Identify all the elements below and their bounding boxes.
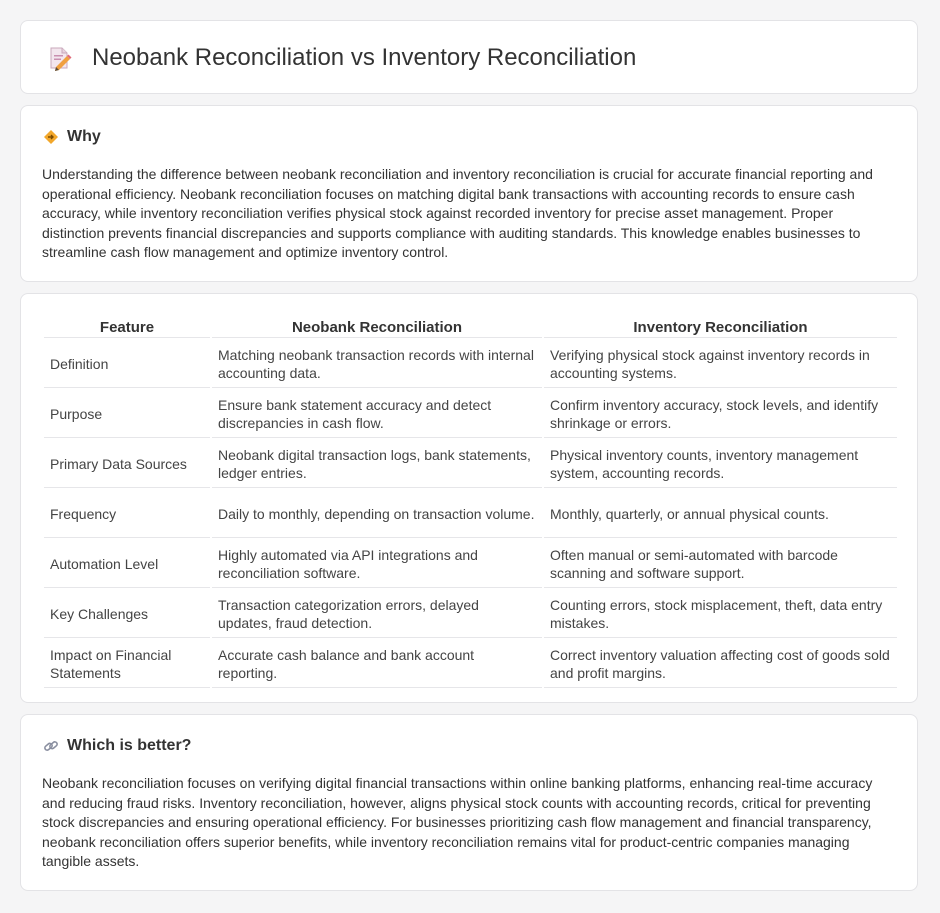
feature-cell: Primary Data Sources [44,440,210,488]
inventory-cell: Physical inventory counts, inventory management system, accounting records. [544,440,897,488]
which-better-section [20,714,918,891]
neobank-cell: Accurate cash balance and bank account reporting. [212,640,542,688]
better-text: Neobank reconciliation focuses on verifying digital financial transactions within online banking platforms, enhancing real-time accuracy and reducing fraud risks. Inventory reconciliation, however, aligns physical stock counts with accounting records, critical for preventing stock discrepancies and ensuring operational efficiency. For businesses prioritizing cash flow management and financial transparency, neobank reconciliation offers superior benefits, while inventory reconciliation remains vital for product-centric companies managing tangible assets. [42,775,873,869]
column-header: Neobank Reconciliation [212,317,542,338]
table-row [44,640,897,688]
inventory-cell: Often manual or semi-automated with barcode scanning and software support. [544,540,897,588]
neobank-cell: Daily to monthly, depending on transaction volume. [212,490,542,538]
feature-cell: Key Challenges [44,590,210,638]
table-row [44,590,897,638]
neobank-cell: Transaction categorization errors, delayed updates, fraud detection. [212,590,542,638]
feature-cell: Impact on Financial Statements [44,640,210,688]
table-row [44,440,897,488]
comparison-card [20,293,918,703]
document-pencil-icon [46,45,72,71]
why-heading-text: Why [67,128,101,145]
table-row [44,340,897,388]
feature-cell: Automation Level [44,540,210,588]
neobank-cell: Matching neobank transaction records with internal accounting data. [212,340,542,388]
inventory-cell: Counting errors, stock misplacement, theft, data entry mistakes. [544,590,897,638]
table-row [44,390,897,438]
neobank-cell: Highly automated via API integrations and reconciliation software. [212,540,542,588]
neobank-cell: Ensure bank statement accuracy and detect discrepancies in cash flow. [212,390,542,438]
neobank-cell: Neobank digital transaction logs, bank statements, ledger entries. [212,440,542,488]
header-card [20,20,918,94]
better-heading-text: Which is better? [67,737,192,754]
why-section [20,105,918,282]
table-header-row [44,317,897,338]
feature-cell: Purpose [44,390,210,438]
column-header: Feature [44,317,210,338]
inventory-cell: Verifying physical stock against inventory records in accounting systems. [544,340,897,388]
table-row [44,540,897,588]
feature-cell: Definition [44,340,210,388]
table-row [44,490,897,538]
feature-cell: Frequency [44,490,210,538]
comparison-table [42,315,899,690]
why-text: Understanding the difference between neobank reconciliation and inventory reconciliation is crucial for accurate financial reporting and operational efficiency. Neobank reconciliation focuses on matching digital bank transactions with accounting records to ensure cash accuracy, while inventory reconciliation verifies physical stock against recorded inventory for precise asset management. Proper distinction prevents financial discrepancies and supports compliance with auditing standards. This knowledge enables businesses to streamline cash flow management and optimize inventory control. [42,166,873,260]
column-header: Inventory Reconciliation [544,317,897,338]
inventory-cell: Correct inventory valuation affecting cost of goods sold and profit margins. [544,640,897,688]
diamond-sign-icon [43,129,59,145]
better-heading [43,735,191,757]
link-icon [43,738,59,754]
page-title: Neobank Reconciliation vs Inventory Reconciliation [92,44,637,71]
inventory-cell: Monthly, quarterly, or annual physical counts. [544,490,897,538]
inventory-cell: Confirm inventory accuracy, stock levels, and identify shrinkage or errors. [544,390,897,438]
why-heading [43,126,101,148]
